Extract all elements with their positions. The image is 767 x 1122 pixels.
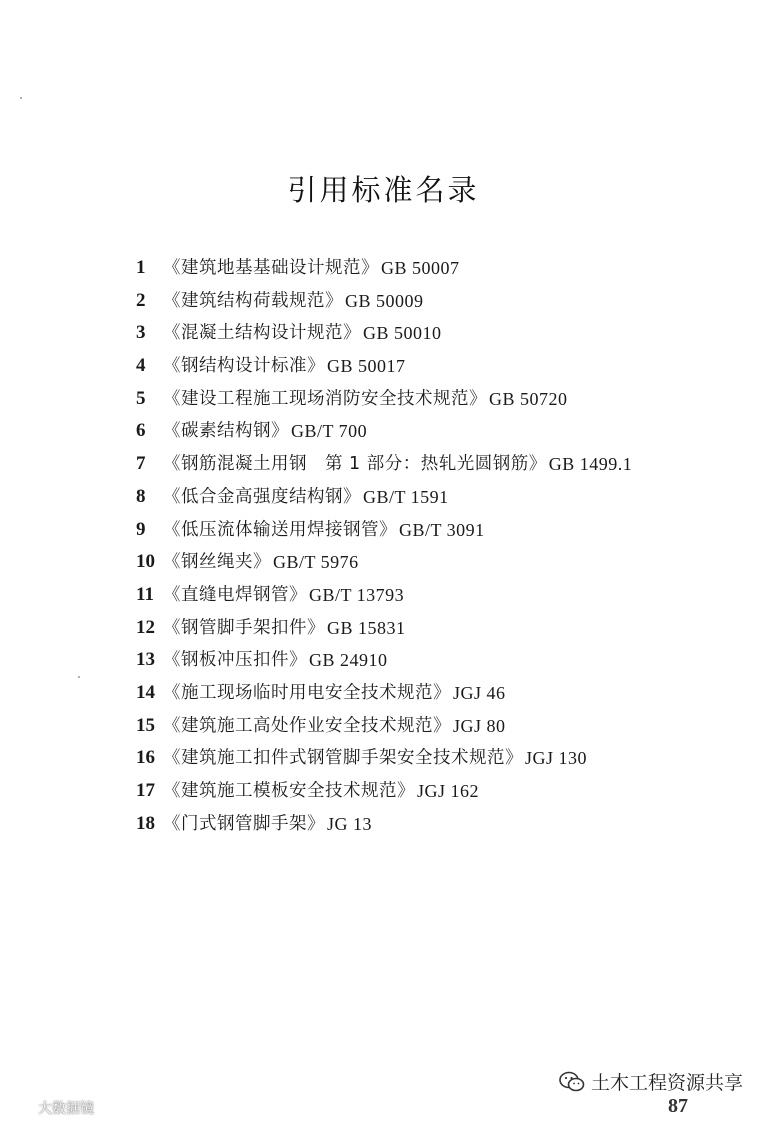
reference-number: 9 bbox=[136, 518, 146, 540]
reference-number: 18 bbox=[136, 812, 155, 834]
reference-list bbox=[136, 252, 736, 840]
reference-title: 《建筑施工高处作业安全技术规范》 bbox=[163, 715, 451, 736]
reference-title: 《建设工程施工现场消防安全技术规范》 bbox=[163, 388, 487, 409]
reference-number: 7 bbox=[136, 453, 146, 475]
reference-number: 6 bbox=[136, 420, 146, 442]
reference-title: 《钢结构设计标准》 bbox=[163, 356, 325, 377]
reference-code: JG 13 bbox=[327, 813, 373, 834]
reference-title: 《直缝电焊钢管》 bbox=[163, 584, 307, 605]
wechat-icon bbox=[559, 1071, 585, 1093]
reference-item bbox=[136, 514, 736, 547]
reference-code: GB 15831 bbox=[327, 617, 406, 638]
reference-title: 《建筑地基基础设计规范》 bbox=[163, 258, 379, 278]
reference-number: 11 bbox=[136, 583, 154, 605]
reference-code: JGJ 130 bbox=[525, 748, 588, 769]
page-number: 87 bbox=[668, 1095, 688, 1117]
reference-code: JGJ 80 bbox=[453, 715, 506, 736]
reference-code: GB/T 3091 bbox=[399, 519, 485, 540]
reference-item bbox=[136, 252, 736, 285]
reference-item bbox=[136, 546, 736, 579]
reference-number: 12 bbox=[136, 616, 155, 638]
reference-number: 15 bbox=[136, 714, 155, 736]
reference-code: GB 50010 bbox=[363, 323, 442, 344]
scan-speck bbox=[20, 97, 22, 99]
reference-number: 17 bbox=[136, 780, 155, 801]
reference-item bbox=[136, 285, 736, 318]
reference-item bbox=[136, 317, 736, 350]
reference-title: 《建筑结构荷载规范》 bbox=[163, 290, 343, 311]
reference-number: 13 bbox=[136, 649, 155, 671]
reference-number: 8 bbox=[136, 485, 146, 507]
reference-number: 10 bbox=[136, 551, 155, 573]
watermark-left bbox=[8, 1098, 94, 1118]
reference-code: GB 24910 bbox=[309, 650, 388, 671]
reference-title: 《低压流体输送用焊接钢管》 bbox=[163, 519, 397, 540]
reference-code: GB/T 13793 bbox=[309, 584, 405, 605]
reference-code: GB 50007 bbox=[381, 258, 460, 278]
reference-code: GB 50720 bbox=[489, 388, 568, 409]
reference-code: GB/T 700 bbox=[291, 421, 368, 442]
reference-title: 《钢丝绳夹》 bbox=[163, 552, 271, 573]
reference-number: 16 bbox=[136, 747, 155, 769]
reference-title: 《建筑施工扣件式钢管脚手架安全技术规范》 bbox=[163, 748, 523, 769]
reference-title: 《钢管脚手架扣件》 bbox=[163, 617, 325, 638]
watermark-right bbox=[559, 1068, 743, 1095]
reference-title: 《混凝土结构设计规范》 bbox=[163, 323, 361, 344]
reference-number: 5 bbox=[136, 387, 146, 409]
reference-item bbox=[136, 677, 736, 710]
reference-title: 《钢板冲压扣件》 bbox=[163, 650, 307, 671]
reference-number: 4 bbox=[136, 355, 146, 377]
page-title: 引用标准名录 bbox=[287, 173, 480, 207]
reference-code: GB 50017 bbox=[327, 356, 406, 377]
reference-title: 《低合金高强度结构钢》 bbox=[163, 486, 361, 507]
watermark-left-text: 大数据镜 bbox=[38, 1101, 94, 1117]
reference-item bbox=[136, 350, 736, 383]
reference-item bbox=[136, 612, 736, 645]
reference-number: 1 bbox=[136, 257, 146, 278]
reference-item bbox=[136, 481, 736, 514]
reference-code: GB/T 5976 bbox=[273, 552, 359, 573]
reference-code: GB 1499.1 bbox=[548, 454, 633, 475]
reference-number: 14 bbox=[136, 681, 155, 703]
reference-title: 《施工现场临时用电安全技术规范》 bbox=[163, 682, 451, 703]
reference-code: GB/T 1591 bbox=[363, 486, 449, 507]
reference-item bbox=[136, 644, 736, 677]
logo-icon bbox=[8, 1100, 34, 1116]
reference-item bbox=[136, 383, 736, 416]
reference-code: GB 50009 bbox=[345, 290, 424, 311]
reference-title: 《建筑施工模板安全技术规范》 bbox=[163, 781, 415, 801]
reference-code: JGJ 162 bbox=[417, 781, 480, 801]
reference-number: 3 bbox=[136, 322, 146, 344]
reference-item bbox=[136, 742, 736, 775]
watermark-right-text: 土木工程资源共享 bbox=[590, 1072, 743, 1094]
reference-number: 2 bbox=[136, 289, 146, 311]
reference-title: 《门式钢管脚手架》 bbox=[163, 813, 325, 834]
reference-title: 《钢筋混凝土用钢 第 1 部分：热轧光圆钢筋》 bbox=[163, 454, 547, 475]
reference-code: JGJ 46 bbox=[453, 682, 506, 703]
reference-item bbox=[136, 448, 736, 481]
scan-speck bbox=[78, 676, 80, 678]
reference-item bbox=[136, 415, 736, 448]
reference-item bbox=[136, 579, 736, 612]
reference-item bbox=[136, 775, 736, 808]
reference-title: 《碳素结构钢》 bbox=[163, 421, 289, 442]
reference-item bbox=[136, 710, 736, 743]
reference-item bbox=[136, 808, 736, 841]
